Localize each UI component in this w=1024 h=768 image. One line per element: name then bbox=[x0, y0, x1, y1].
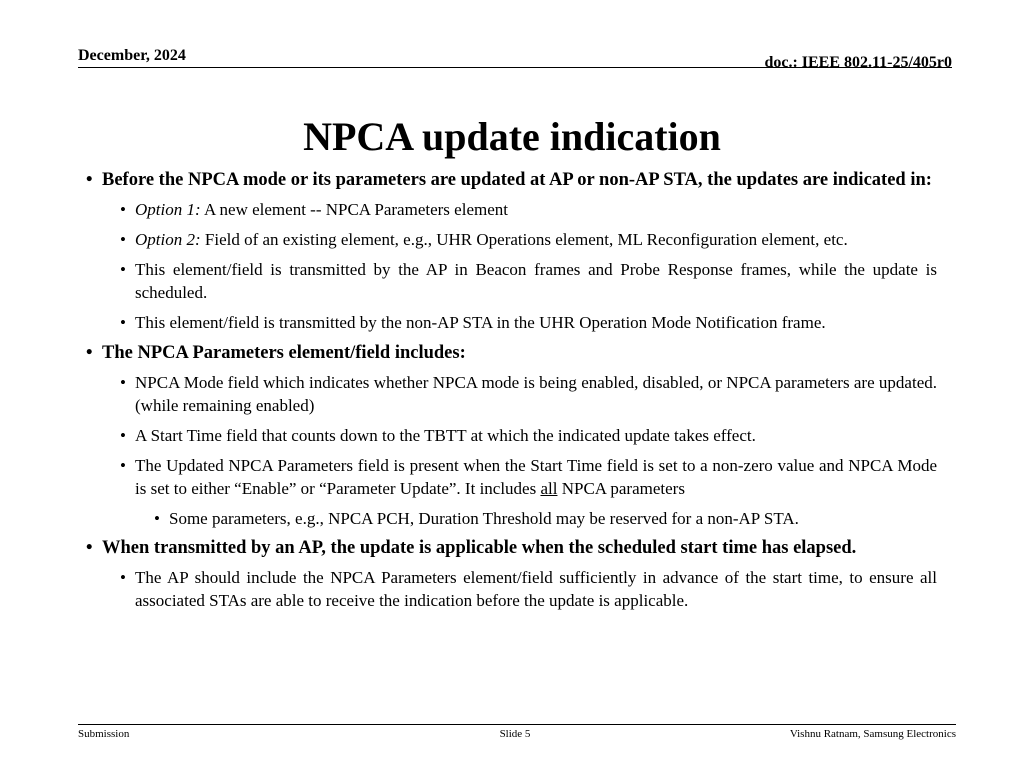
bullet-icon: • bbox=[120, 230, 126, 249]
start-time-field-text: A Start Time field that counts down to the TBTT at which the indicated update takes effect. bbox=[135, 426, 756, 445]
header-date: December, 2024 bbox=[78, 47, 186, 64]
bullet-section-1 bbox=[86, 168, 937, 192]
bullet-start-time-field bbox=[86, 424, 937, 447]
bullet-icon: • bbox=[120, 568, 126, 587]
ap-transmission-text: This element/field is transmitted by the AP in Beacon frames and Probe Response frames, while the update is scheduled. bbox=[135, 260, 937, 302]
bullet-icon: • bbox=[120, 200, 126, 219]
bullet-advance-notice bbox=[86, 566, 937, 612]
updated-parameters-text-post: NPCA parameters bbox=[557, 479, 685, 498]
footer-author: Vishnu Ratnam, Samsung Electronics bbox=[789, 728, 956, 740]
bullet-icon: • bbox=[120, 313, 126, 332]
bullet-reserved-parameters bbox=[86, 507, 937, 530]
bullet-ap-transmission bbox=[86, 258, 937, 304]
npca-mode-field-text: NPCA Mode field which indicates whether NPCA mode is being enabled, disabled, or NPCA parameters are updated. (while remaining enabled) bbox=[135, 373, 937, 415]
bullet-section-3 bbox=[86, 536, 937, 560]
header-divider bbox=[78, 67, 952, 68]
section-2-heading: The NPCA Parameters element/field includes: bbox=[102, 343, 466, 363]
bullet-section-2 bbox=[86, 341, 937, 365]
option-1-label: Option 1: bbox=[135, 200, 201, 219]
updated-parameters-text-pre: The Updated NPCA Parameters field is present when the Start Time field is set to a non-zero value and NPCA Mode is set to either “Enable” or “Parameter Update”. It includes bbox=[135, 456, 937, 498]
bullet-sta-transmission bbox=[86, 311, 937, 334]
slide-body bbox=[86, 168, 937, 619]
slide-title: NPCA update indication bbox=[303, 114, 721, 159]
option-2-label: Option 2: bbox=[135, 230, 201, 249]
bullet-option-2 bbox=[86, 228, 937, 251]
option-1-text: A new element -- NPCA Parameters element bbox=[200, 200, 508, 219]
bullet-icon: • bbox=[120, 260, 126, 279]
footer-divider bbox=[78, 724, 956, 725]
header-doc-id: doc.: IEEE 802.11-25/405r0 bbox=[764, 54, 952, 71]
bullet-icon: • bbox=[120, 373, 126, 392]
bullet-icon: • bbox=[120, 426, 126, 445]
bullet-option-1 bbox=[86, 198, 937, 221]
bullet-icon: • bbox=[86, 538, 93, 558]
option-2-text: Field of an existing element, e.g., UHR Operations element, ML Reconfiguration element, etc. bbox=[200, 230, 848, 249]
bullet-icon: • bbox=[86, 343, 93, 363]
bullet-icon: • bbox=[120, 456, 126, 475]
reserved-parameters-text: Some parameters, e.g., NPCA PCH, Duration Threshold may be reserved for a non-AP STA. bbox=[169, 509, 799, 528]
section-3-heading: When transmitted by an AP, the update is applicable when the scheduled start time has elapsed. bbox=[102, 538, 857, 558]
footer-slide-number: Slide 5 bbox=[499, 728, 531, 740]
bullet-icon: • bbox=[154, 509, 160, 528]
section-1-heading: Before the NPCA mode or its parameters are updated at AP or non-AP STA, the updates are indicated in: bbox=[102, 170, 932, 190]
bullet-npca-mode-field bbox=[86, 371, 937, 417]
bullet-icon: • bbox=[86, 170, 93, 190]
footer-submission: Submission bbox=[78, 728, 130, 740]
bullet-updated-parameters-field bbox=[86, 454, 937, 500]
advance-notice-text: The AP should include the NPCA Parameters element/field sufficiently in advance of the start time, to ensure all associated STAs are able to receive the indication before the update is applicable. bbox=[135, 568, 937, 610]
updated-parameters-underline: all bbox=[540, 479, 558, 498]
sta-transmission-text: This element/field is transmitted by the non-AP STA in the UHR Operation Mode Notification frame. bbox=[135, 313, 826, 332]
